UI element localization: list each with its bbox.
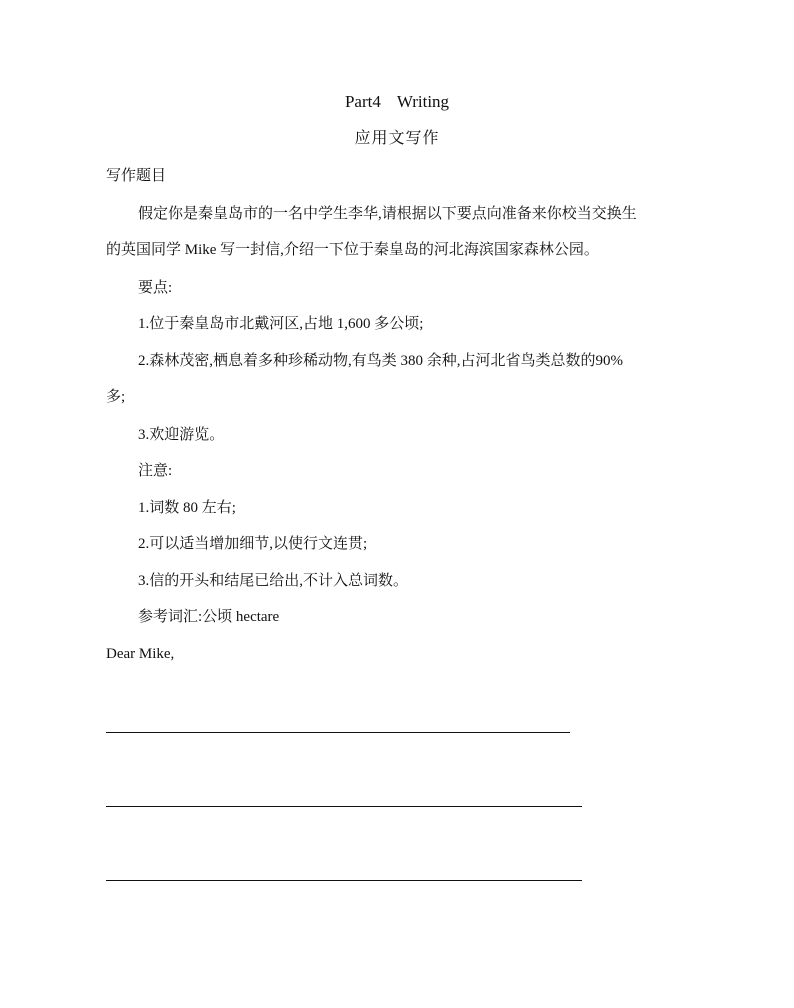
letter-salutation: Dear Mike, — [106, 646, 175, 662]
note-1: 1.词数 80 左右; — [138, 500, 236, 516]
prompt-line-1: 假定你是秦皇岛市的一名中学生李华,请根据以下要点向准备来你校当交换生 — [138, 206, 637, 222]
point-1: 1.位于秦皇岛市北戴河区,占地 1,600 多公顷; — [138, 316, 424, 332]
answer-line-2[interactable] — [106, 806, 582, 807]
answer-line-3[interactable] — [106, 880, 582, 881]
page-subtitle: 应用文写作 — [354, 130, 440, 147]
vocabulary-hint: 参考词汇:公顷 hectare — [138, 609, 280, 625]
point-2-line-2: 多; — [106, 389, 126, 405]
note-2: 2.可以适当增加细节,以使行文连贯; — [138, 536, 368, 552]
points-label: 要点: — [138, 280, 173, 296]
part-label: Part4 — [344, 92, 381, 111]
notes-label: 注意: — [138, 463, 173, 479]
point-3: 3.欢迎游览。 — [138, 427, 225, 443]
point-2-line-1: 2.森林茂密,栖息着多种珍稀动物,有鸟类 380 余种,占河北省鸟类总数的90% — [138, 353, 623, 369]
part-title: Writing — [396, 92, 450, 111]
task-heading: 写作题目 — [106, 168, 167, 184]
prompt-line-2: 的英国同学 Mike 写一封信,介绍一下位于秦皇岛的河北海滨国家森林公园。 — [106, 242, 599, 258]
answer-line-1[interactable] — [106, 732, 570, 733]
note-3: 3.信的开头和结尾已给出,不计入总词数。 — [138, 573, 409, 589]
page-title — [0, 92, 794, 112]
